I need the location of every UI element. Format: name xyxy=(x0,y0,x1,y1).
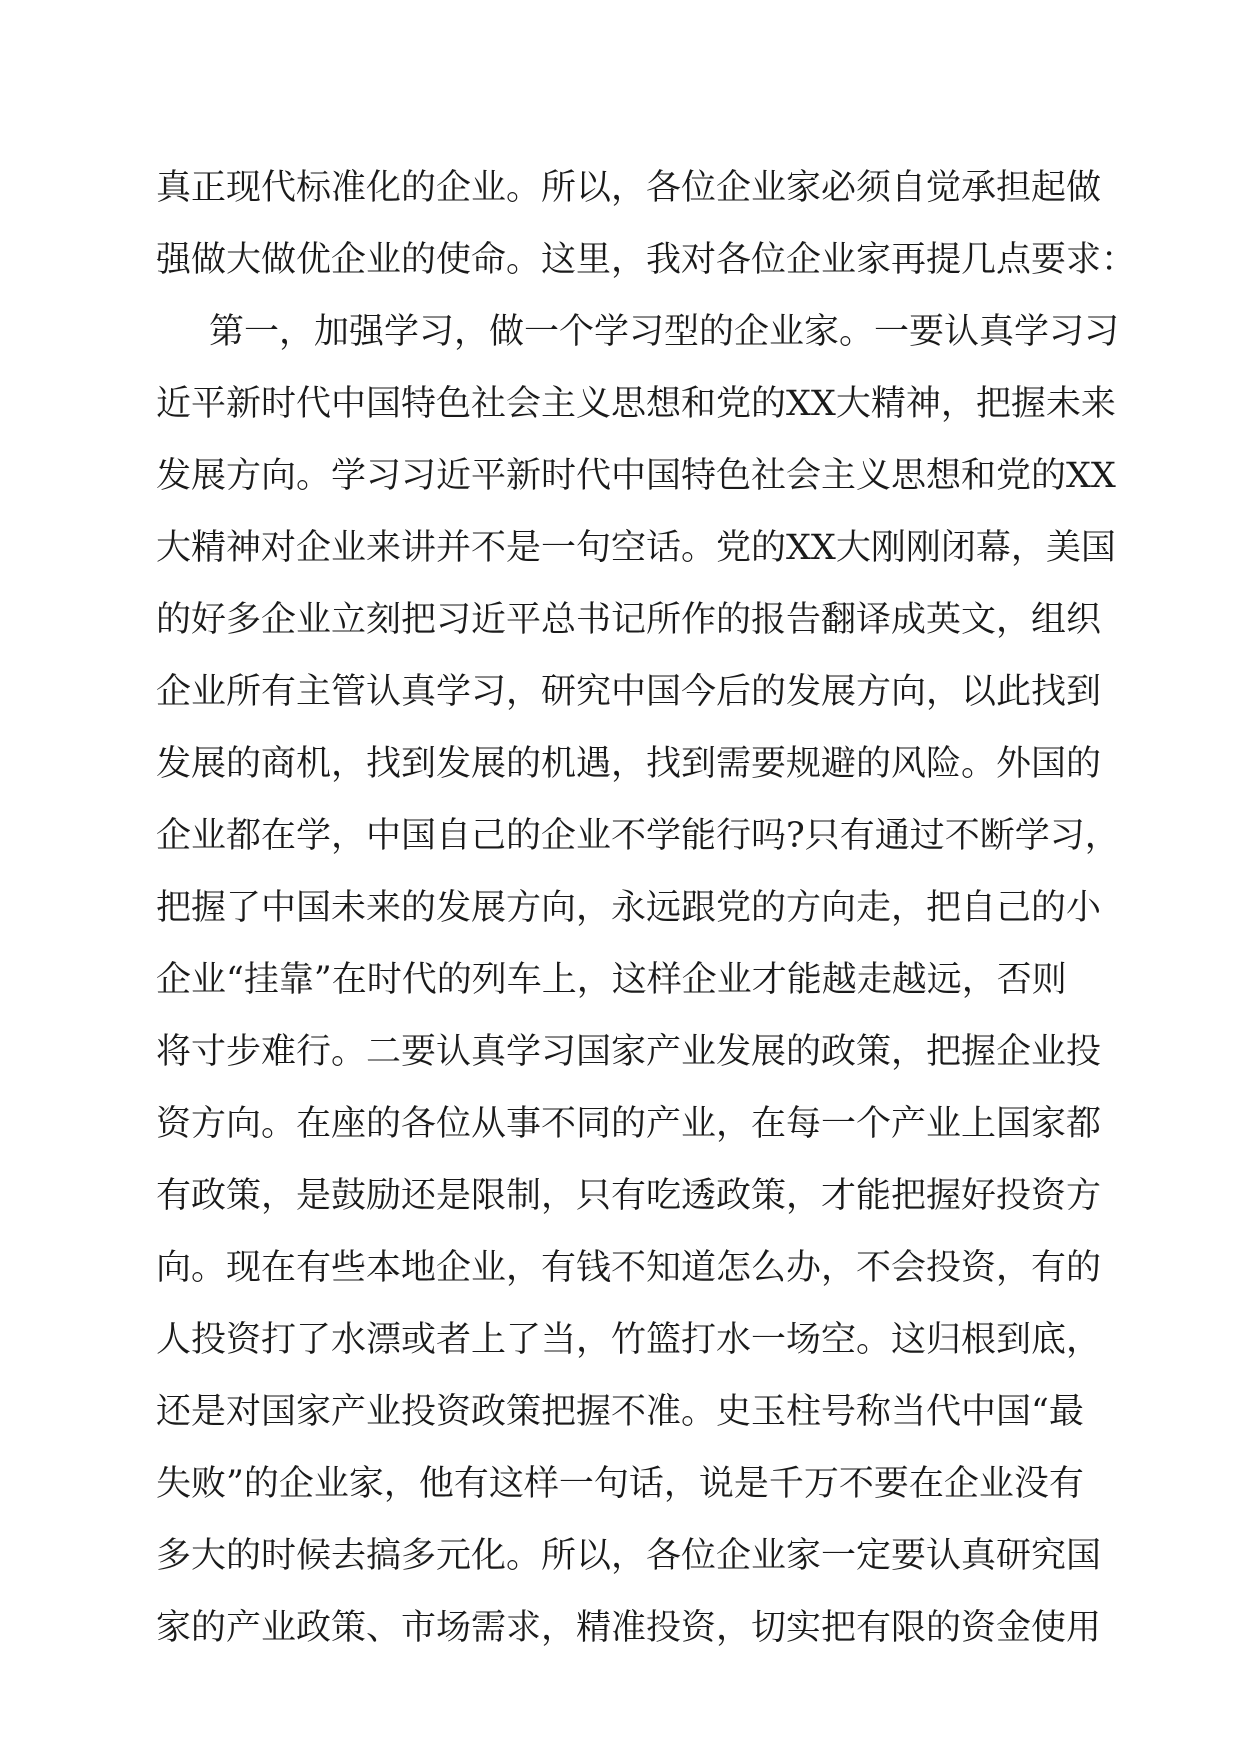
body-text-line: 发展的商机，找到发展的机遇，找到需要规避的风险。外国的 xyxy=(156,744,1102,784)
body-text-line: 资方向。在座的各位从事不同的产业，在每一个产业上国家都 xyxy=(156,1104,1102,1144)
body-text-line: 还是对国家产业投资政策把握不准。史玉柱号称当代中国“最 xyxy=(156,1392,1084,1432)
body-text-line: 将寸步难行。二要认真学习国家产业发展的政策，把握企业投 xyxy=(156,1032,1102,1072)
body-text-line: 真正现代标准化的企业。所以，各位企业家必须自觉承担起做 xyxy=(156,168,1102,208)
body-text-line: 有政策，是鼓励还是限制，只有吃透政策，才能把握好投资方 xyxy=(156,1176,1102,1216)
body-text-line: 人投资打了水漂或者上了当，竹篮打水一场空。这归根到底， xyxy=(156,1320,1102,1360)
body-text-line: 的好多企业立刻把习近平总书记所作的报告翻译成英文，组织 xyxy=(156,600,1102,640)
body-text-line: 强做大做优企业的使命。这里，我对各位企业家再提几点要求： xyxy=(156,240,1137,280)
body-text-line: 企业都在学，中国自己的企业不学能行吗?只有通过不断学习， xyxy=(156,816,1120,856)
body-text-line: 大精神对企业来讲并不是一句空话。党的XX大刚刚闭幕，美国 xyxy=(156,528,1116,568)
body-text-line: 把握了中国未来的发展方向，永远跟党的方向走，把自己的小 xyxy=(156,888,1102,928)
body-text-line: 企业所有主管认真学习，研究中国今后的发展方向，以此找到 xyxy=(156,672,1102,712)
body-text-line: 向。现在有些本地企业，有钱不知道怎么办，不会投资，有的 xyxy=(156,1248,1102,1288)
body-text-line: 多大的时候去搞多元化。所以，各位企业家一定要认真研究国 xyxy=(156,1536,1102,1576)
body-text-line: 发展方向。学习习近平新时代中国特色社会主义思想和党的XX xyxy=(156,456,1116,496)
body-text-line: 企业“挂靠”在时代的列车上，这样企业才能越走越远，否则 xyxy=(156,960,1067,1000)
paragraph-first-line: 第一，加强学习，做一个学习型的企业家。一要认真学习习 xyxy=(209,312,1120,352)
body-text-line: 家的产业政策、市场需求，精准投资，切实把有限的资金使用 xyxy=(156,1608,1102,1648)
body-text-line: 失败”的企业家，他有这样一句话，说是千万不要在企业没有 xyxy=(156,1464,1084,1504)
body-text-line: 近平新时代中国特色社会主义思想和党的XX大精神，把握未来 xyxy=(156,384,1116,424)
